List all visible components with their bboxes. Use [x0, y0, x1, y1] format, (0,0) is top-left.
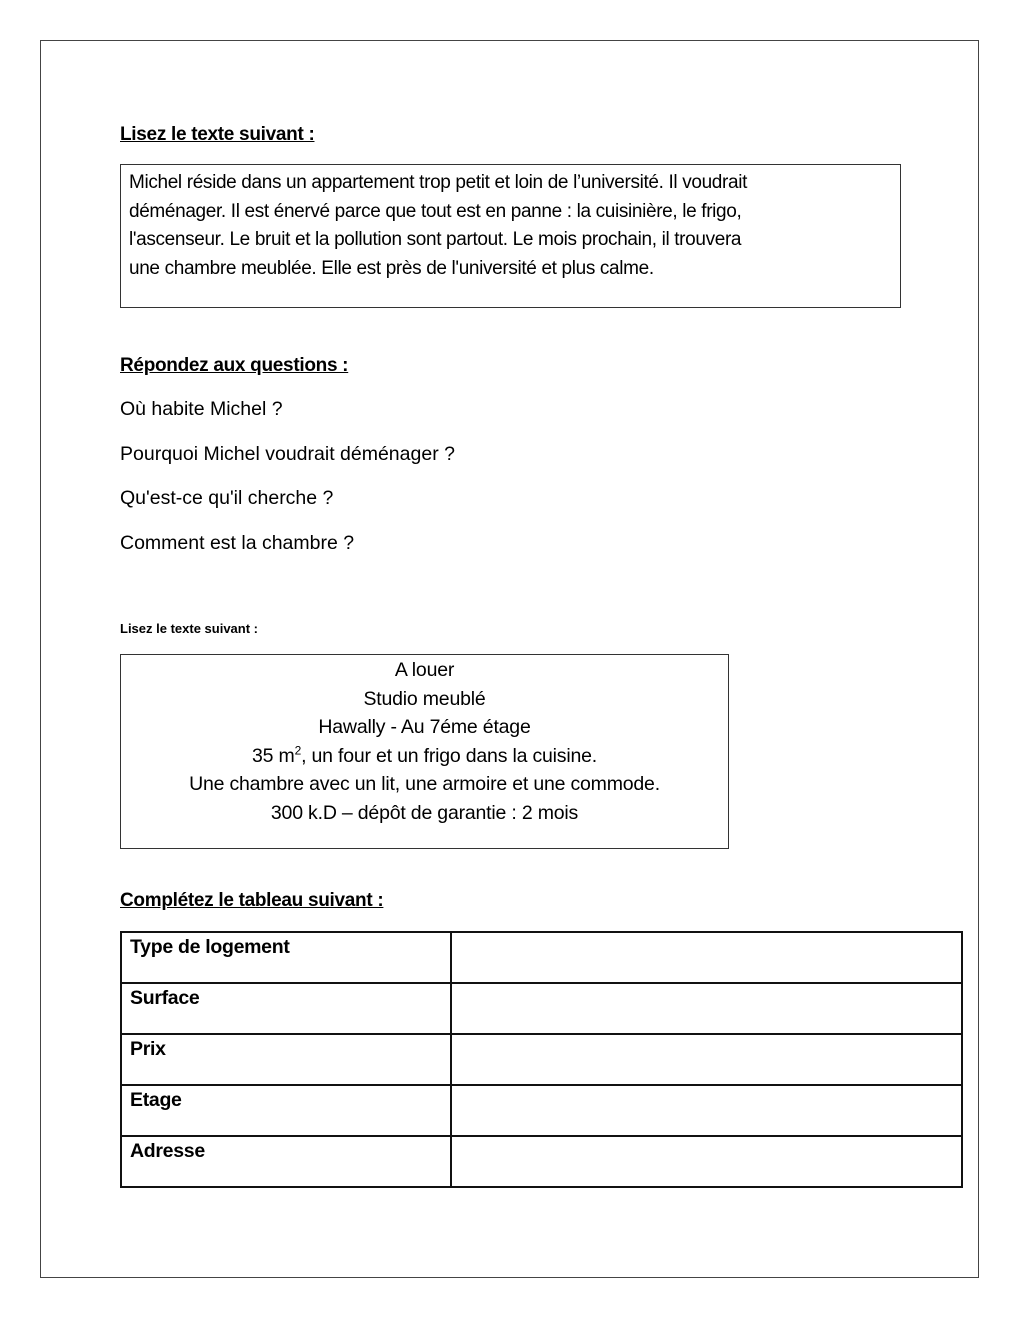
table-row	[121, 1085, 962, 1136]
question-3: Qu'est-ce qu'il cherche ?	[120, 487, 334, 509]
row-label: Etage	[121, 1085, 451, 1136]
ad-location: Hawally - Au 7éme étage	[318, 716, 531, 739]
question-4: Comment est la chambre ?	[120, 532, 355, 554]
section1-heading: Lisez le texte suivant :	[120, 124, 315, 145]
table-row	[121, 1034, 962, 1085]
fill-in-table	[120, 931, 963, 1188]
ad-surface-unit-exponent: 2	[294, 743, 302, 758]
rental-ad-box	[120, 654, 729, 849]
ad-title: A louer	[394, 659, 455, 681]
question-1: Où habite Michel ?	[120, 398, 283, 420]
row-label: Type de logement	[121, 932, 451, 983]
row-label: Surface	[121, 983, 451, 1034]
answer-cell[interactable]	[451, 983, 962, 1034]
section4-heading: Complétez le tableau suivant :	[120, 890, 384, 911]
passage-line: déménager. Il est énervé parce que tout est en panne : la cuisinière, le frigo,	[129, 200, 742, 222]
ad-surface	[121, 742, 728, 771]
section2-heading: Répondez aux questions :	[120, 355, 349, 376]
ad-room: Une chambre avec un lit, une armoire et une commode.	[189, 773, 660, 796]
question-2: Pourquoi Michel voudrait déménager ?	[120, 443, 455, 465]
answer-cell[interactable]	[451, 1085, 962, 1136]
passage-line: Michel réside dans un appartement trop petit et loin de l’université. Il voudrait	[129, 172, 748, 193]
ad-surface-details: , un four et un frigo dans la cuisine.	[301, 744, 597, 767]
answer-cell[interactable]	[451, 1136, 962, 1187]
passage-line: l'ascenseur. Le bruit et la pollution sont partout. Le mois prochain, il trouvera	[129, 229, 742, 250]
answer-cell[interactable]	[451, 932, 962, 983]
section3-heading: Lisez le texte suivant :	[120, 621, 258, 636]
table-row	[121, 932, 962, 983]
answer-cell[interactable]	[451, 1034, 962, 1085]
ad-surface-value: 35 m	[252, 744, 295, 767]
row-label: Prix	[121, 1034, 451, 1085]
reading-passage-box	[120, 164, 901, 308]
passage-line: une chambre meublée. Elle est près de l'université et plus calme.	[129, 257, 654, 279]
ad-price: 300 k.D – dépôt de garantie : 2 mois	[270, 801, 579, 824]
table-row	[121, 1136, 962, 1187]
table-row	[121, 983, 962, 1034]
row-label: Adresse	[121, 1136, 451, 1187]
ad-type: Studio meublé	[363, 687, 486, 710]
